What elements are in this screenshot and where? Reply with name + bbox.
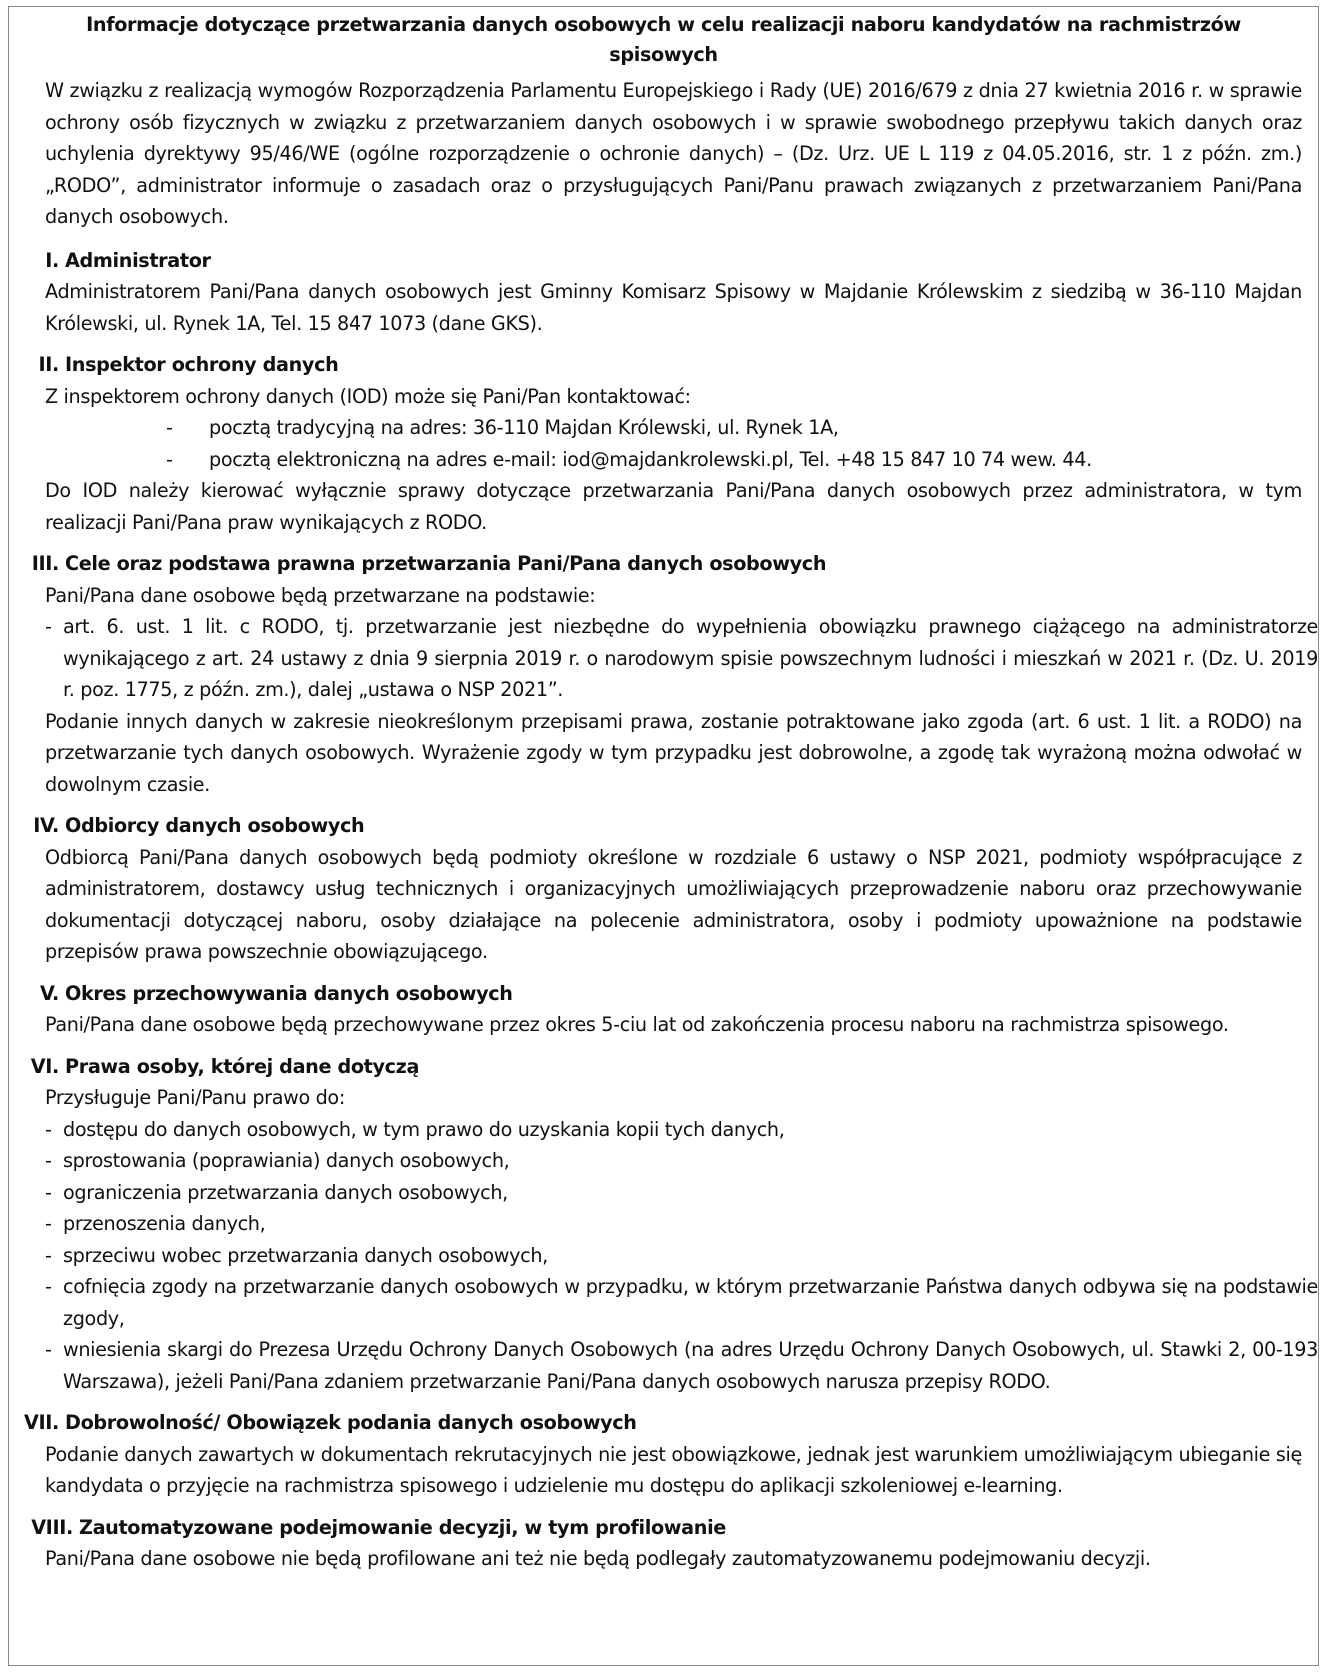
section-heading — [9, 810, 1318, 842]
section-heading — [9, 548, 1318, 580]
section-heading — [9, 978, 1318, 1010]
section-title: Inspektor ochrony danych — [65, 353, 339, 376]
section-text: Podanie danych zawartych w dokumentach rekrutacyjnych nie jest obowiązkowe, jednak jest warunkiem umożliwiającym ubieganie się kandydata o przyjęcie na rachmistrza spisowego i udzielenie mu dostępu do aplikacji szkoleniowej e-learning. — [45, 1442, 1302, 1497]
document-frame — [8, 6, 1319, 1666]
section-text: Odbiorcą Pani/Pana danych osobowych będą podmioty określone w rozdziale 6 ustawy o NSP 2021, podmioty współpracujące z administratorem, dostawcy usług technicznych i organizacyjnych umożliwiających przeprowadzenie naboru oraz przechowywanie dokumentacji dotyczącej naboru, osoby działające na polecenie administratora, osoby i podmioty upoważnione na podstawie przepisów prawa powszechnie obowiązującego. — [45, 845, 1302, 963]
list-item: - wniesienia skargi do Prezesa Urzędu Ochrony Danych Osobowych (na adres Urzędu Ochrony Danych Osobowych, ul. Stawki 2, 00-193 Warszawa), jeżeli Pani/Pana zdaniem przetwarzanie Pani/Pana danych osobowych narusza przepisy RODO. — [45, 1334, 1318, 1397]
section-heading — [9, 1051, 1318, 1083]
section-number: I. — [45, 248, 59, 272]
section-heading — [9, 1407, 1318, 1439]
rights-list — [45, 1114, 1318, 1398]
section-text: Pani/Pana dane osobowe będą przechowywane przez okres 5-ciu lat od zakończenia procesu naboru na rachmistrza spisowego. — [45, 1013, 1229, 1036]
section-number: V. — [40, 981, 59, 1005]
section-retention — [9, 978, 1318, 1041]
intro-paragraph: W związku z realizacją wymogów Rozporządzenia Parlamentu Europejskiego i Rady (UE) 2016/679 z dnia 27 kwietnia 2016 r. w sprawie ochrony osób fizycznych w związku z przetwarzaniem danych osobowych i w sprawie swobodnego przepływu takich danych oraz uchylenia dyrektywy 95/46/WE (ogólne rozporządzenie o ochronie danych) – (Dz. Urz. UE L 119 z 04.05.2016, str. 1 z późn. zm.) „RODO”, administrator informuje o zasadach oraz o przysługujących Pani/Panu prawach związanych z przetwarzaniem Pani/Pana danych osobowych. — [45, 79, 1302, 228]
list-item: - art. 6. ust. 1 lit. c RODO, tj. przetwarzanie jest niezbędne do wypełnienia obowiązku prawnego ciążącego na administratorze wynikającego z art. 24 ustawy z dnia 9 sierpnia 2019 r. o narodowym spisie powszechnym ludności i mieszkań w 2021 r. (Dz. U. 2019 r. poz. 1775, z późn. zm.), dalej „ustawa o NSP 2021”. — [45, 611, 1318, 706]
section-title: Zautomatyzowane podejmowanie decyzji, w tym profilowanie — [79, 1515, 726, 1539]
section-text: Pani/Pana dane osobowe nie będą profilowane ani też nie będą podlegały zautomatyzowanemu podejmowaniu decyzji. — [45, 1547, 1151, 1570]
section-title: Administrator — [65, 248, 211, 272]
legal-basis-list — [45, 611, 1318, 706]
list-item: - cofnięcia zgody na przetwarzanie danych osobowych w przypadku, w którym przetwarzanie Państwa danych odbywa się na podstawie zgody, — [45, 1271, 1318, 1334]
section-text: Podanie innych danych w zakresie nieokreślonym przepisami prawa, zostanie potraktowane jako zgoda (art. 6 ust. 1 lit. a RODO) na przetwarzanie tych danych osobowych. Wyrażenie zgody w tym przypadku jest dobrowolne, a zgodę tak wyrażoną można odwołać w dowolnym czasie. — [45, 709, 1302, 796]
list-item: - sprostowania (poprawiania) danych osobowych, — [45, 1145, 1318, 1177]
section-heading — [9, 1512, 1318, 1544]
document-title: Informacje dotyczące przetwarzania danych osobowych w celu realizacji naboru kandydatów na rachmistrzów spisowych — [86, 13, 1241, 66]
section-voluntariness — [9, 1407, 1318, 1502]
section-number: VIII. — [31, 1515, 73, 1539]
section-rights — [9, 1051, 1318, 1398]
section-text: Do IOD należy kierować wyłącznie sprawy dotyczące przetwarzania Pani/Pana danych osobowych przez administratora, w tym realizacji Pani/Pana praw wynikających z RODO. — [45, 479, 1302, 534]
list-item: - dostępu do danych osobowych, w tym prawo do uzyskania kopii tych danych, — [45, 1114, 1318, 1146]
section-number: IV. — [33, 814, 59, 837]
section-heading — [9, 245, 1318, 277]
privacy-notice — [9, 10, 1318, 1575]
section-administrator — [9, 245, 1318, 340]
contact-list — [9, 412, 1318, 475]
section-number: VI. — [30, 1054, 59, 1078]
section-number: III. — [31, 552, 59, 575]
section-title: Okres przechowywania danych osobowych — [65, 981, 513, 1005]
section-number: II. — [38, 353, 59, 376]
section-text: Administratorem Pani/Pana danych osobowych jest Gminny Komisarz Spisowy w Majdanie Królewskim z siedzibą w 36-110 Majdan Królewski, ul. Rynek 1A, Tel. 15 847 1073 (dane GKS). — [45, 280, 1302, 335]
list-item: - pocztą elektroniczną na adres e-mail: iod@majdankrolewski.pl, Tel. +48 15 847 10 74 wew. 44. — [209, 444, 1318, 476]
section-number: VII. — [23, 1411, 59, 1434]
section-title: Odbiorcy danych osobowych — [65, 814, 365, 837]
section-iod — [9, 349, 1318, 538]
section-title: Prawa osoby, której dane dotyczą — [65, 1054, 420, 1078]
list-item: - ograniczenia przetwarzania danych osobowych, — [45, 1177, 1318, 1209]
list-item: - sprzeciwu wobec przetwarzania danych osobowych, — [45, 1240, 1318, 1272]
section-lead: Pani/Pana dane osobowe będą przetwarzane na podstawie: — [45, 583, 596, 607]
section-lead: Przysługuje Pani/Panu prawo do: — [45, 1086, 345, 1109]
section-recipients — [9, 810, 1318, 968]
section-title: Cele oraz podstawa prawna przetwarzania Pani/Pana danych osobowych — [65, 552, 827, 575]
section-purposes — [9, 548, 1318, 800]
list-item: - przenoszenia danych, — [45, 1208, 1318, 1240]
list-item: - pocztą tradycyjną na adres: 36-110 Majdan Królewski, ul. Rynek 1A, — [209, 412, 1318, 444]
section-profiling — [9, 1512, 1318, 1575]
section-lead: Z inspektorem ochrony danych (IOD) może się Pani/Pan kontaktować: — [45, 384, 691, 408]
section-title: Dobrowolność/ Obowiązek podania danych osobowych — [65, 1411, 637, 1434]
section-heading — [9, 349, 1318, 381]
